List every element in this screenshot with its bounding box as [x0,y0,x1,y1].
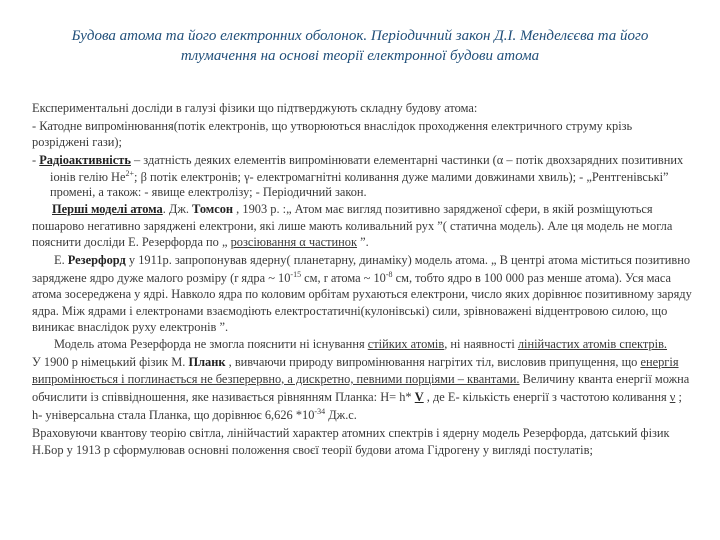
bold-term: Перші моделі атома [52,202,163,216]
text-segment: У 1900 р німецький фізик М. [32,355,189,369]
text-line [32,443,593,458]
text-segment: – здатність деяких елементів випромінювати елементарні частинки (α – потік двохзарядних позитивних [130,153,684,167]
text-segment: . Дж. [162,202,193,216]
text-line [54,337,667,352]
text-line [32,287,692,302]
text-segment: h- універсальна стала Планка, що дорівнює 6,626 *10 [32,408,315,423]
bold-term: Планк [188,355,226,369]
text-segment: Н.Бор у 1913 р сформулював основні положення своєї теорії будови атома Гідрогену у вигляді постулатів; [32,443,593,457]
text-segment: ; β потік електронів; γ- електромагнітні коливання дуже малими довжинами хвиль); - „Рентгенівські” [134,170,669,185]
text-segment: , вивчаючи природу випромінювання нагрітих тіл, висловив припущення, що [225,355,641,369]
text-line [50,185,367,200]
text-segment: , де Е- кількість енергії з частотою коливання [423,390,670,404]
underlined-phrase: розсіювання α частинок [230,235,358,249]
bold-term: Радіоактивність [39,153,131,167]
bold-term: Томсон [192,202,234,216]
text-segment: ядра. Між ядрами і електронами взаємодіють електростатичні(кулонівські) сили, зрівноважені відцентровою силою, що [32,304,668,318]
text-line [32,426,670,441]
underlined-phrase: випромінюється і поглинається не безперервно, а дискретно, певними порціями – квантами. [32,372,520,386]
slide-title [0,26,720,66]
text-line [32,320,228,335]
text-segment: пошарово негативно заряджені електрони, які лише мають коливальний рух ”( статична модель). Але ця модель не могла [32,219,673,233]
text-segment: Експериментальні досліди в галузі фізики що підтверджують складну будову атома: [32,101,478,115]
text-segment: Дж.с. [325,408,357,423]
text-line [32,355,679,370]
text-segment: Е. [54,253,68,267]
text-segment: у 1911р. запропонував ядерну( планетарну, динаміку) модель атома. „ В центрі атома міститься позитивно [125,253,691,267]
text-segment: -8 [385,270,393,279]
text-line [32,101,477,116]
text-line [32,119,632,134]
text-line [32,304,667,319]
text-line [32,153,683,168]
text-segment: -15 [290,270,302,279]
text-segment: виникає внаслідок руху електронів ”. [32,320,229,334]
text-segment: розріджені гази); [32,135,122,149]
text-segment: ; [675,390,682,404]
text-segment: - Катодне випромінювання(потік електронів, що утворюються внаслідок проходження електричного струму крізь [32,119,633,133]
text-line [32,390,682,405]
text-segment: заряджене ядро дуже малого розміру (r ядра ~ 10 [32,271,291,286]
text-segment: обчислити із співвідношення, яке називається рівнянням Планка: H= h* [32,390,415,404]
text-segment: іонів гелію He [50,170,126,185]
text-segment: -34 [314,407,326,416]
text-segment: - [32,153,40,167]
underlined-phrase: стійких атомів [367,337,445,351]
text-segment: см, тобто ядро в 100 000 раз менше атома). Уся маса [392,271,672,286]
text-line [50,169,669,185]
bold-term: V [414,390,424,404]
text-line [32,219,672,234]
bold-term: Резерфорд [67,253,126,267]
underlined-phrase: енергія [640,355,679,369]
title-line-2: тлумачення на основі теорії електронної будови атома [180,48,540,64]
text-segment: Величину кванта енергії можна [519,372,690,386]
text-line [32,407,357,423]
text-segment: Модель атома Резерфорда не змогла пояснити ні існування [54,337,368,351]
text-segment: промені, а також: - явище електролізу; - Періодичний закон. [50,185,367,199]
underlined-phrase: ν [669,390,676,404]
text-segment: пояснити досліди Е. Резерфорда по „ [32,235,231,249]
text-line [54,253,690,268]
underlined-phrase: лінійчастих атомів спектрів. [517,337,668,351]
text-segment: , ні наявності [444,337,518,351]
text-line [32,270,671,286]
title-line-1: Будова атома та його електронних оболонок. Періодичний закон Д.І. Менделєєва та його [71,28,649,44]
text-segment: , 1903 р. :„ Атом має вигляд позитивно зарядженої сфери, в якій розміщуються [233,202,653,216]
text-line [32,235,369,250]
text-line [52,202,653,217]
text-line [32,372,689,387]
text-line [32,135,122,150]
text-segment: ”. [357,235,369,249]
text-segment: атома зосереджена у ядрі. Навколо ядра по коловим орбітам рухаються електрони, число яких дорівнює позитивному заряду [32,287,692,301]
text-segment: см, r атома ~ 10 [301,271,386,286]
text-segment: Враховуючи квантову теорію світла, лінійчастий характер атомних спектрів і ядерну модель Резерфорда, датський фізик [32,426,670,440]
text-segment: 2+ [125,169,135,178]
